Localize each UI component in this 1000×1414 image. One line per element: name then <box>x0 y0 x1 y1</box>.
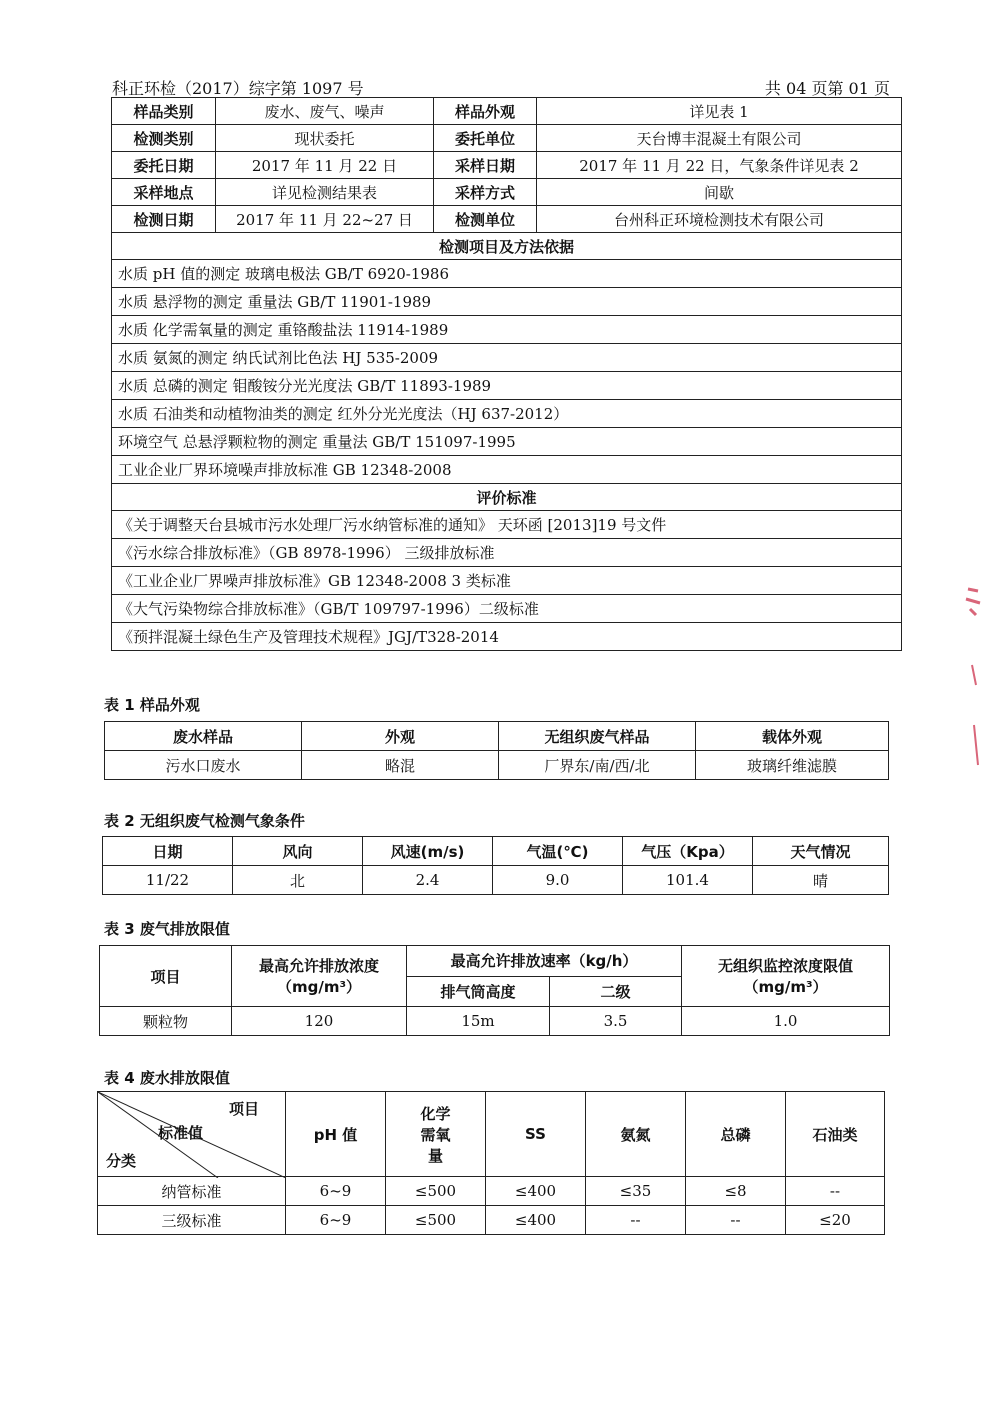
method-item: 水质 pH 值的测定 玻璃电极法 GB/T 6920-1986 <box>112 260 902 288</box>
table-cell: 纳管标准 <box>98 1177 286 1206</box>
table2-header: 天气情况 <box>753 837 889 866</box>
table4-header: pH 值 <box>286 1092 386 1177</box>
value-cell: 间歇 <box>537 179 902 206</box>
table-cell: ≤8 <box>686 1177 786 1206</box>
table1-caption: 表 1 样品外观 <box>104 696 200 714</box>
table-cell: 污水口废水 <box>105 751 302 780</box>
info-row <box>112 179 902 206</box>
table2-header: 风速(m/s) <box>363 837 493 866</box>
stamp-mark <box>972 665 976 685</box>
value-cell: 详见检测结果表 <box>216 179 434 206</box>
method-item: 水质 化学需氧量的测定 重铬酸盐法 11914-1989 <box>112 316 902 344</box>
table-cell: 颗粒物 <box>100 1007 232 1036</box>
table1-header: 载体外观 <box>696 722 889 751</box>
table2-header: 风向 <box>233 837 363 866</box>
table-cell: 厂界东/南/西/北 <box>499 751 696 780</box>
label-cell: 检测单位 <box>434 206 537 233</box>
method-item: 环境空气 总悬浮颗粒物的测定 重量法 GB/T 151097-1995 <box>112 428 902 456</box>
label-cell: 样品外观 <box>434 98 537 125</box>
label-cell: 采样地点 <box>112 179 216 206</box>
table4-wastewater-limits <box>97 1091 885 1235</box>
label-cell: 委托单位 <box>434 125 537 152</box>
table-cell: -- <box>686 1206 786 1235</box>
info-table <box>111 97 902 651</box>
table4-header: 氨氮 <box>586 1092 686 1177</box>
table3-header-unorganized: 无组织监控浓度限值（mg/m³） <box>682 946 890 1007</box>
table-cell: 略混 <box>302 751 499 780</box>
table-cell: 3.5 <box>550 1007 682 1036</box>
value-cell: 废水、废气、噪声 <box>216 98 434 125</box>
stamp-mark <box>974 725 978 765</box>
table-cell: 15m <box>407 1007 550 1036</box>
methods-title: 检测项目及方法依据 <box>112 233 902 260</box>
table-cell: 三级标准 <box>98 1206 286 1235</box>
table-cell: 1.0 <box>682 1007 890 1036</box>
table2-weather-conditions <box>102 836 889 895</box>
info-row <box>112 125 902 152</box>
value-cell: 2017 年 11 月 22~27 日 <box>216 206 434 233</box>
table4-header: 总磷 <box>686 1092 786 1177</box>
table-cell: ≤500 <box>386 1206 486 1235</box>
standard-item: 《污水综合排放标准》（GB 8978-1996） 三级排放标准 <box>112 539 902 567</box>
corner-label-standard: 标准值 <box>158 1124 204 1142</box>
table3-caption: 表 3 废气排放限值 <box>104 920 230 938</box>
method-item: 水质 悬浮物的测定 重量法 GB/T 11901-1989 <box>112 288 902 316</box>
table-cell: ≤400 <box>486 1206 586 1235</box>
table1-header: 无组织废气样品 <box>499 722 696 751</box>
info-row <box>112 206 902 233</box>
table-cell: ≤35 <box>586 1177 686 1206</box>
table-cell: 120 <box>232 1007 407 1036</box>
method-item: 水质 总磷的测定 钼酸铵分光光度法 GB/T 11893-1989 <box>112 372 902 400</box>
table3-header-rate: 最高允许排放速率（kg/h） <box>407 946 682 977</box>
table4-header: 石油类 <box>786 1092 885 1177</box>
standard-item: 《预拌混凝土绿色生产及管理技术规程》JGJ/T328-2014 <box>112 623 902 651</box>
standard-item: 《关于调整天台县城市污水处理厂污水纳管标准的通知》 天环函 [2013]19 号文件 <box>112 511 902 539</box>
standards-title: 评价标准 <box>112 484 902 511</box>
table-row <box>100 1007 890 1036</box>
table-cell: 玻璃纤维滤膜 <box>696 751 889 780</box>
table2-header: 气压（Kpa） <box>623 837 753 866</box>
table4-caption: 表 4 废水排放限值 <box>104 1069 230 1087</box>
label-cell: 样品类别 <box>112 98 216 125</box>
table-cell: -- <box>586 1206 686 1235</box>
method-item: 工业企业厂界环境噪声排放标准 GB 12348-2008 <box>112 456 902 484</box>
table-cell: 2.4 <box>363 866 493 895</box>
table-cell: 晴 <box>753 866 889 895</box>
label-cell: 检测类别 <box>112 125 216 152</box>
method-item: 水质 氨氮的测定 纳氏试剂比色法 HJ 535-2009 <box>112 344 902 372</box>
table-cell: 北 <box>233 866 363 895</box>
table2-header: 气温(℃) <box>493 837 623 866</box>
table-cell: ≤20 <box>786 1206 885 1235</box>
table-row <box>105 751 889 780</box>
table-row <box>103 866 889 895</box>
value-cell: 台州科正环境检测技术有限公司 <box>537 206 902 233</box>
standard-item: 《大气污染物综合排放标准》（GB/T 109797-1996）二级标准 <box>112 595 902 623</box>
value-cell: 2017 年 11 月 22 日 <box>216 152 434 179</box>
seal-stamp-fragment <box>962 585 984 775</box>
table-cell: 6~9 <box>286 1177 386 1206</box>
document-header <box>112 76 890 98</box>
table4-corner-cell <box>98 1092 286 1177</box>
corner-label-category: 分类 <box>106 1152 137 1170</box>
table3-header-concentration: 最高允许排放浓度（mg/m³） <box>232 946 407 1007</box>
table-cell: 11/22 <box>103 866 233 895</box>
table-cell: 9.0 <box>493 866 623 895</box>
table4-header: SS <box>486 1092 586 1177</box>
document-number: 科正环检（2017）综字第 1097 号 <box>112 79 364 98</box>
stamp-mark <box>966 589 980 615</box>
table1-header: 外观 <box>302 722 499 751</box>
method-item: 水质 石油类和动植物油类的测定 红外分光光度法（HJ 637-2012） <box>112 400 902 428</box>
table1-sample-appearance <box>104 721 889 780</box>
table3-exhaust-limits <box>99 945 890 1036</box>
table-cell: ≤500 <box>386 1177 486 1206</box>
corner-label-item: 项目 <box>228 1100 259 1118</box>
value-cell: 天台博丰混凝土有限公司 <box>537 125 902 152</box>
table3-header-item: 项目 <box>100 946 232 1007</box>
info-row <box>112 98 902 125</box>
value-cell: 2017 年 11 月 22 日，气象条件详见表 2 <box>537 152 902 179</box>
table2-header: 日期 <box>103 837 233 866</box>
standard-item: 《工业企业厂界噪声排放标准》GB 12348-2008 3 类标准 <box>112 567 902 595</box>
table3-header-stack-height: 排气筒高度 <box>407 976 550 1007</box>
table-row <box>98 1177 885 1206</box>
table-cell: -- <box>786 1177 885 1206</box>
label-cell: 采样方式 <box>434 179 537 206</box>
info-row <box>112 152 902 179</box>
table4-header: 化学需氧量 <box>386 1092 486 1177</box>
label-cell: 检测日期 <box>112 206 216 233</box>
label-cell: 采样日期 <box>434 152 537 179</box>
page-count: 共 04 页第 01 页 <box>764 79 890 98</box>
table1-header: 废水样品 <box>105 722 302 751</box>
label-cell: 委托日期 <box>112 152 216 179</box>
value-cell: 详见表 1 <box>537 98 902 125</box>
table3-header-level: 二级 <box>550 976 682 1007</box>
value-cell: 现状委托 <box>216 125 434 152</box>
table-cell: 101.4 <box>623 866 753 895</box>
table-cell: ≤400 <box>486 1177 586 1206</box>
table-cell: 6~9 <box>286 1206 386 1235</box>
table2-caption: 表 2 无组织废气检测气象条件 <box>104 812 305 830</box>
table-row <box>98 1206 885 1235</box>
